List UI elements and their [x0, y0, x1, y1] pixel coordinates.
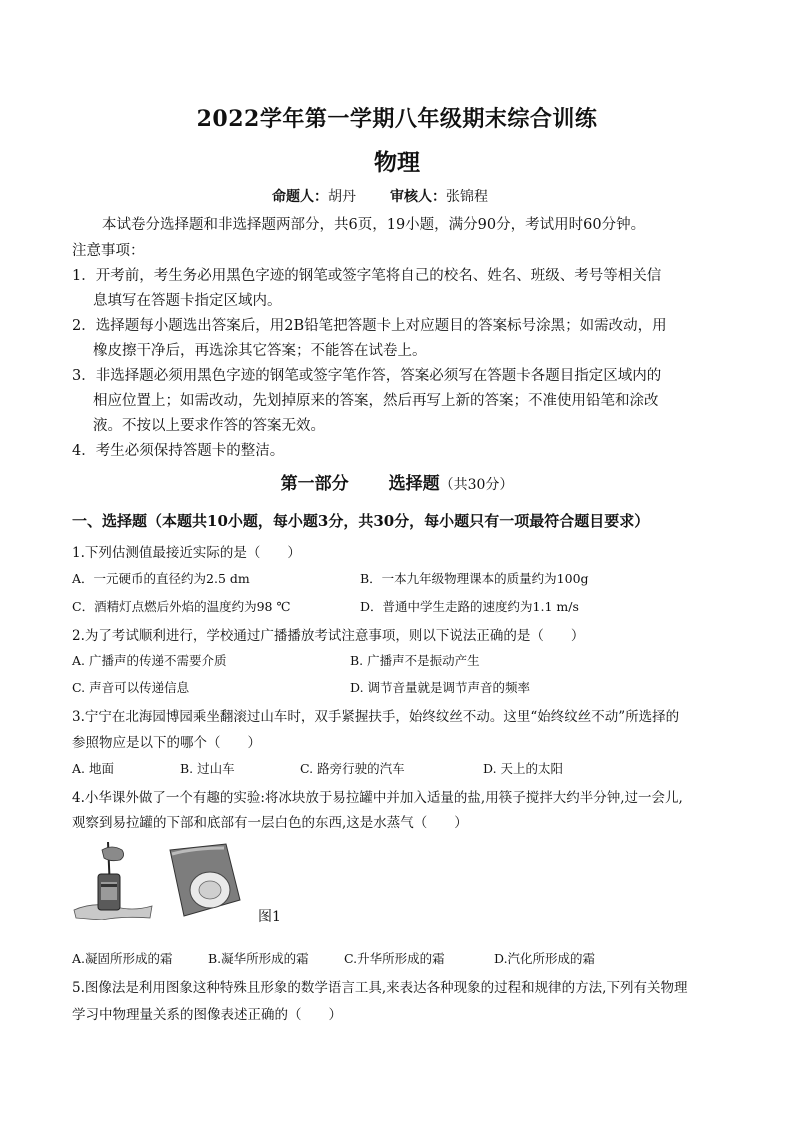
- intro-paragraph: 本试卷分选择题和非选择题两部分，共6页，19小题，满分90分，考试用时60分钟。: [102, 217, 646, 233]
- question-3-option-d: D. 天上的太阳: [483, 761, 564, 776]
- question-1-option-c: C．酒精灯点燃后外焰的温度约为98 ℃: [72, 599, 291, 614]
- reviewer-label: 审核人：: [390, 189, 446, 205]
- author-name: 胡丹: [328, 189, 356, 205]
- part-type: 选择题: [388, 474, 440, 494]
- question-5-stem-cont: 学习中物理量关系的图像表述正确的（ ）: [72, 1007, 342, 1023]
- part-score: （共30分）: [439, 477, 514, 493]
- question-2-option-b: B. 广播声不是振动产生: [350, 653, 480, 668]
- section-heading: 一、选择题（本题共10小题，每小题3分，共30分，每小题只有一项最符合题目要求）: [72, 512, 650, 530]
- exam-title: 2022学年第一学期八年级期末综合训练: [196, 106, 598, 132]
- question-1-option-d: D．普通中学生走路的速度约为1.1 m/s: [360, 599, 579, 614]
- question-4-stem-cont: 观察到易拉罐的下部和底部有一层白色的东西,这是水蒸气（ ）: [72, 815, 468, 831]
- notice-item-4: 4．考生必须保持答题卡的整洁。: [72, 443, 285, 459]
- question-4-stem: 4.小华课外做了一个有趣的实验:将冰块放于易拉罐中并加入适量的盐,用筷子搅拌大约半分钟,过一会儿,: [72, 790, 683, 806]
- question-1-option-b: B．一本九年级物理课本的质量约为100g: [360, 571, 589, 586]
- subject-title: 物理: [374, 149, 420, 176]
- question-3-stem: 3.宁宁在北海园博园乘坐翻滚过山车时，双手紧握扶手，始终纹丝不动。这里“始终纹丝不动”所选择的: [72, 709, 680, 725]
- notice-item-2: 2．选择题每小题选出答案后，用2B铅笔把答题卡上对应题目的答案标号涂黑；如需改动，用: [72, 318, 667, 334]
- notice-item-1-cont: 息填写在答题卡指定区域内。: [93, 293, 282, 309]
- notice-item-3: 3．非选择题必须用黑色字迹的钢笔或签字笔作答，答案必须写在答题卡各题目指定区域内的: [72, 368, 662, 384]
- question-4-option-a: A.凝固所形成的霜: [72, 951, 173, 966]
- question-4-option-b: B.凝华所形成的霜: [208, 951, 309, 966]
- question-1-stem: 1.下列估测值最接近实际的是（ ）: [72, 545, 301, 561]
- notice-item-2-cont: 橡皮擦干净后，再选涂其它答案；不能答在试卷上。: [93, 343, 427, 359]
- question-3-option-a: A. 地面: [72, 761, 114, 776]
- question-5-stem: 5.图像法是利用图象这种特殊且形象的数学语言工具,来表达各种现象的过程和规律的方法,下列有关物理: [72, 980, 688, 996]
- reviewer-name: 张锦程: [446, 189, 488, 205]
- figure-1-image: [72, 840, 242, 920]
- question-3-option-b: B. 过山车: [180, 761, 235, 776]
- notice-title: 注意事项：: [72, 243, 145, 259]
- question-1-option-a: A．一元硬币的直径约为2.5 dm: [72, 571, 250, 586]
- question-3-option-c: C. 路旁行驶的汽车: [300, 761, 405, 776]
- notice-item-3-cont2: 液。不按以上要求作答的答案无效。: [93, 418, 325, 434]
- notice-item-1: 1．开考前，考生务必用黑色字迹的钢笔或签字笔将自己的校名、姓名、班级、考号等相关信: [72, 268, 662, 284]
- question-2-stem: 2.为了考试顺利进行，学校通过广播播放考试注意事项，则以下说法正确的是（ ）: [72, 628, 585, 644]
- author-label: 命题人：: [272, 189, 328, 205]
- figure-1-caption: 图1: [258, 909, 281, 925]
- question-4-option-c: C.升华所形成的霜: [344, 951, 445, 966]
- question-2-option-d: D. 调节音量就是调节声音的频率: [350, 680, 531, 695]
- notice-item-3-cont: 相应位置上；如需改动，先划掉原来的答案，然后再写上新的答案；不准使用铅笔和涂改: [93, 393, 659, 409]
- author-line: [272, 186, 488, 206]
- question-2-option-a: A. 广播声的传递不需要介质: [72, 653, 227, 668]
- question-2-option-c: C. 声音可以传递信息: [72, 680, 190, 695]
- question-4-option-d: D.汽化所形成的霜: [494, 951, 596, 966]
- question-3-stem-cont: 参照物应是以下的哪个（ ）: [72, 735, 261, 751]
- part-heading: [0, 469, 794, 494]
- part-name: 第一部分: [280, 474, 349, 494]
